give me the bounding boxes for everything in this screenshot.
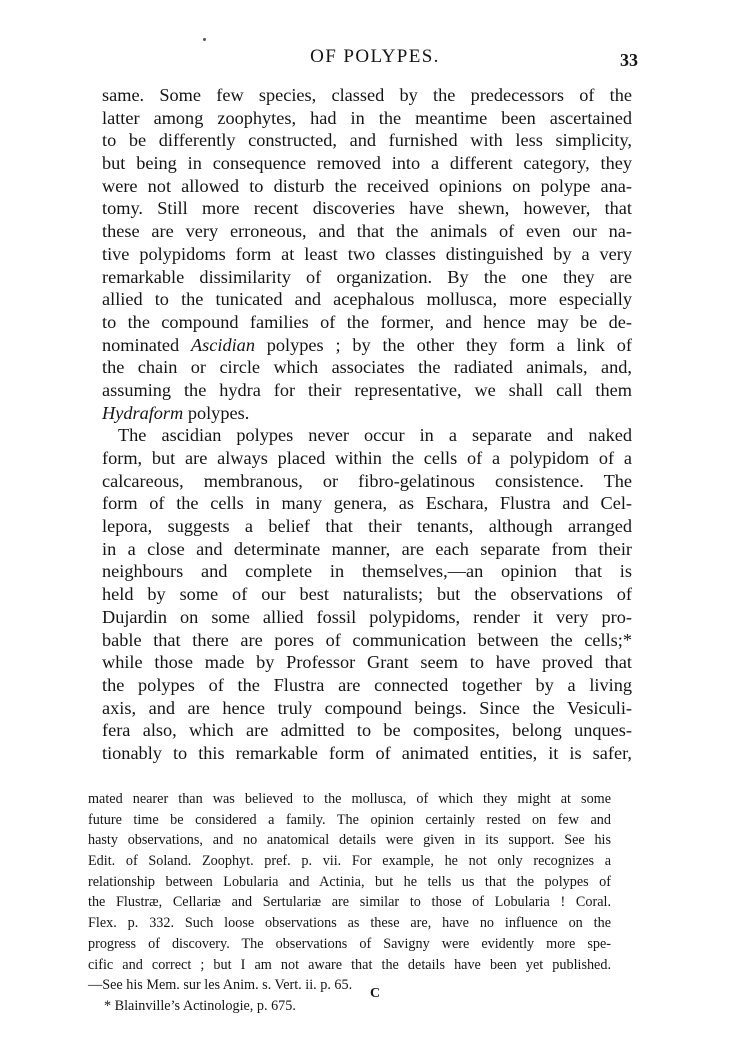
signature-mark: C <box>369 986 381 1001</box>
body-line: calcareous, membranous, or fibro-gelatinous consistence. The <box>102 470 632 491</box>
footnote-line: —See his Mem. sur les Anim. s. Vert. ii. p. 65. <box>88 977 353 994</box>
footnote-line: cific and correct ; but I am not aware that the details have been yet published. <box>88 956 611 973</box>
body-line: tionably to this remarkable form of animated entities, it is safer, <box>102 742 632 763</box>
italic-term: Hydraform <box>102 402 184 423</box>
body-line: allied to the tunicated and acephalous mollusca, more especially <box>102 289 632 310</box>
body-line: were not allowed to disturb the received opinions on polype ana- <box>102 175 632 196</box>
footnote-line: hasty observations, and no anatomical details were given in its support. See his <box>88 832 611 849</box>
footnotes <box>88 789 611 1017</box>
body-line: bable that there are pores of communication between the cells;* <box>102 629 632 650</box>
footnote-line: mated nearer than was believed to the mollusca, of which they might at some <box>88 791 611 807</box>
body-line: held by some of our best naturalists; but the observations of <box>102 584 632 605</box>
body-text <box>102 84 632 765</box>
body-line: remarkable dissimilarity of organization. By the one they are <box>102 266 632 287</box>
body-line: same. Some few species, classed by the predecessors of the <box>102 85 632 105</box>
body-line: these are very erroneous, and that the animals of even our na- <box>102 221 632 242</box>
body-line: the polypes of the Flustra are connected together by a living <box>102 674 632 695</box>
footnote-line: progress of discovery. The observations of Savigny were evidently more spe- <box>88 935 611 952</box>
running-title: OF POLYPES. <box>310 46 440 67</box>
body-line: form of the cells in many genera, as Eschara, Flustra and Cel- <box>102 493 632 514</box>
body-line: tomy. Still more recent discoveries have shewn, however, that <box>102 198 632 219</box>
footnote-line: Edit. of Soland. Zoophyt. pref. p. vii. For example, he not only recognizes a <box>88 853 611 870</box>
italic-term: Ascidian <box>190 334 255 355</box>
running-head <box>0 44 750 72</box>
body-line: The ascidian polypes never occur in a separate and naked <box>118 425 632 446</box>
footnote-line: future time be considered a family. The opinion certainly rested on few and <box>88 811 611 828</box>
body-line: assuming the hydra for their representative, we shall call them <box>102 379 632 400</box>
body-line: axis, and are hence truly compound beings. Since the Vesiculi- <box>102 697 632 718</box>
body-line: the chain or circle which associates the radiated animals, and, <box>102 357 632 378</box>
footnote-line: Flex. p. 332. Such loose observations as these are, have no influence on the <box>88 915 611 932</box>
body-line: Dujardin on some allied fossil polypidoms, render it very pro- <box>102 606 632 627</box>
body-line: but being in consequence removed into a different category, they <box>102 153 632 174</box>
body-line: Hydraform polypes. <box>102 402 250 423</box>
body-line: tive polypidoms form at least two classes distinguished by a very <box>102 243 632 264</box>
body-line: nominated Ascidian polypes ; by the other they form a link of <box>102 334 632 355</box>
body-line: to be differently constructed, and furnished with less simplicity, <box>102 130 632 151</box>
body-line: latter among zoophytes, had in the meantime been ascertained <box>102 107 632 128</box>
footnote-line: relationship between Lobularia and Actinia, but he tells us that the polypes of <box>88 873 611 890</box>
body-line: in a close and determinate manner, are each separate from their <box>102 538 632 559</box>
body-line: form, but are always placed within the cells of a polypidom of a <box>102 448 632 468</box>
footnote-star: * Blainville’s Actinologie, p. 675. <box>104 997 296 1014</box>
footnote-line: the Flustræ, Cellariæ and Sertulariæ are similar to those of Lobularia ! Coral. <box>88 894 611 911</box>
body-line: lepora, suggests a belief that their tenants, although arranged <box>102 516 632 537</box>
page-number: 33 <box>620 50 638 70</box>
ink-speck <box>203 38 206 41</box>
body-line: neighbours and complete in themselves,—an opinion that is <box>102 561 632 582</box>
body-line: to the compound families of the former, and hence may be de- <box>102 311 632 332</box>
body-line: while those made by Professor Grant seem to have proved that <box>102 652 632 673</box>
body-line: fera also, which are admitted to be composites, belong unques- <box>102 720 632 741</box>
